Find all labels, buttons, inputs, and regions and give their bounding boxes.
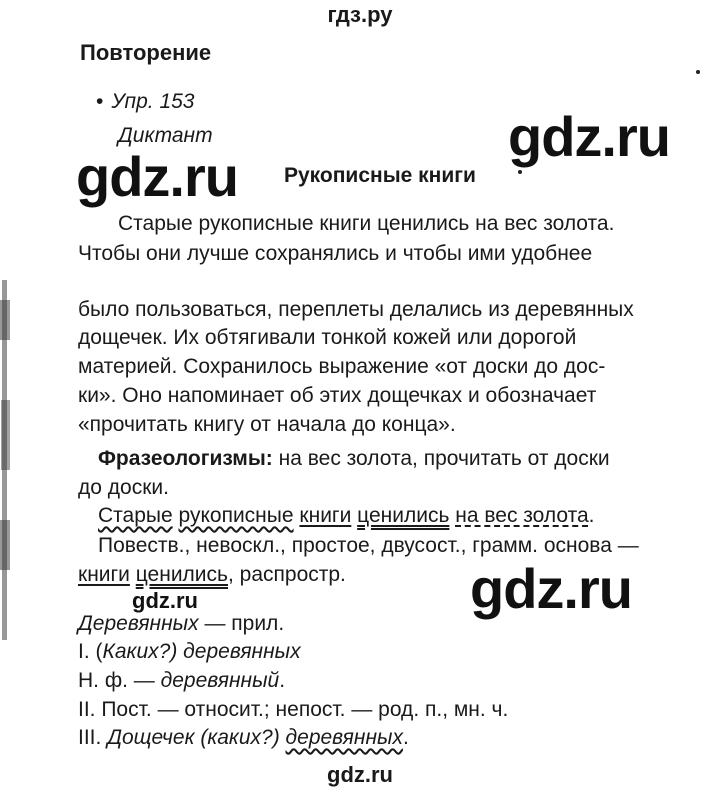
idioms-label: Фразеологизмы: [98, 447, 273, 470]
watermark: gdz.ru [470, 557, 632, 620]
morph-line [78, 669, 285, 693]
basis-rest: , распростр. [227, 563, 346, 586]
exercise-number-text: Упр. 153 [111, 90, 195, 113]
morph-line [78, 640, 301, 664]
basis-predicate: ценились [135, 563, 228, 586]
morph-line: II. Пост. — относит.; непост. — род. п., мн. ч. [78, 698, 509, 721]
site-header: гдз.ру [327, 2, 393, 27]
morph-noun: Дощечек [107, 726, 195, 749]
text-line: Старые рукописные книги ценились на вес золота. [118, 212, 615, 235]
scan-dot [518, 170, 522, 174]
section-title: Повторение [80, 40, 212, 65]
morph-prefix: III. [78, 726, 108, 749]
scan-dot [696, 70, 700, 74]
morph-prefix: Н. ф. — [78, 669, 161, 692]
morph-line [78, 612, 284, 636]
text-line: «прочитать книгу от начала до конца». [78, 413, 456, 436]
morph-suffix: . [279, 669, 286, 692]
morph-form: ) деревянных [170, 640, 301, 663]
text-line: Чтобы они лучше сохранялись и чтобы ими удобнее [78, 242, 593, 265]
sentence-subject: книги [299, 504, 352, 527]
basis-subject: книги [78, 563, 130, 586]
morph-prefix: I. ( [78, 640, 103, 663]
scan-edge-artifact [0, 280, 12, 640]
idioms-line [98, 447, 610, 471]
parse-characteristics: Повеств., невоскл., простое, двусост., грамм. основа — [98, 534, 639, 557]
morph-part-of-speech: — прил. [198, 612, 285, 635]
text-title: Рукописные книги [284, 164, 476, 187]
idioms-line-cont: до доски. [78, 476, 169, 499]
exercise-number [96, 90, 195, 114]
watermark: gdz.ru [132, 588, 198, 613]
sentence-word: рукописные [178, 504, 294, 527]
sentence-adverbial: на вес золота [455, 504, 589, 527]
site-footer: gdz.ru [327, 762, 393, 787]
text-line: материей. Сохранилось выражение «от доски до дос- [78, 355, 606, 378]
watermark: gdz.ru [76, 145, 238, 208]
watermark: gdz.ru [508, 105, 670, 168]
sentence-word: Старые [98, 504, 173, 527]
morph-suffix: . [402, 726, 409, 749]
text-line: ки». Оно напоминает об этих дощечках и обозначает [78, 384, 597, 407]
exercise-type: Диктант [118, 124, 213, 147]
morph-attribute: деревянных [285, 726, 403, 749]
text-line: было пользоваться, переплеты делались из деревянных [78, 298, 634, 321]
parse-basis [78, 563, 346, 587]
bullet: • [96, 90, 104, 113]
sentence-period: . [588, 504, 595, 527]
parsed-sentence [98, 504, 595, 528]
morph-question: (каких?) [194, 726, 286, 749]
morph-line [78, 726, 409, 750]
text-line: дощечек. Их обтягивали тонкой кожей или дорогой [78, 326, 577, 349]
sentence-predicate: ценились [357, 504, 450, 527]
morph-word: Деревянных [78, 612, 199, 635]
morph-question: Каких? [102, 640, 171, 663]
idioms-text: на вес золота, прочитать от доски [278, 447, 610, 470]
morph-initial-form: деревянный [160, 669, 280, 692]
